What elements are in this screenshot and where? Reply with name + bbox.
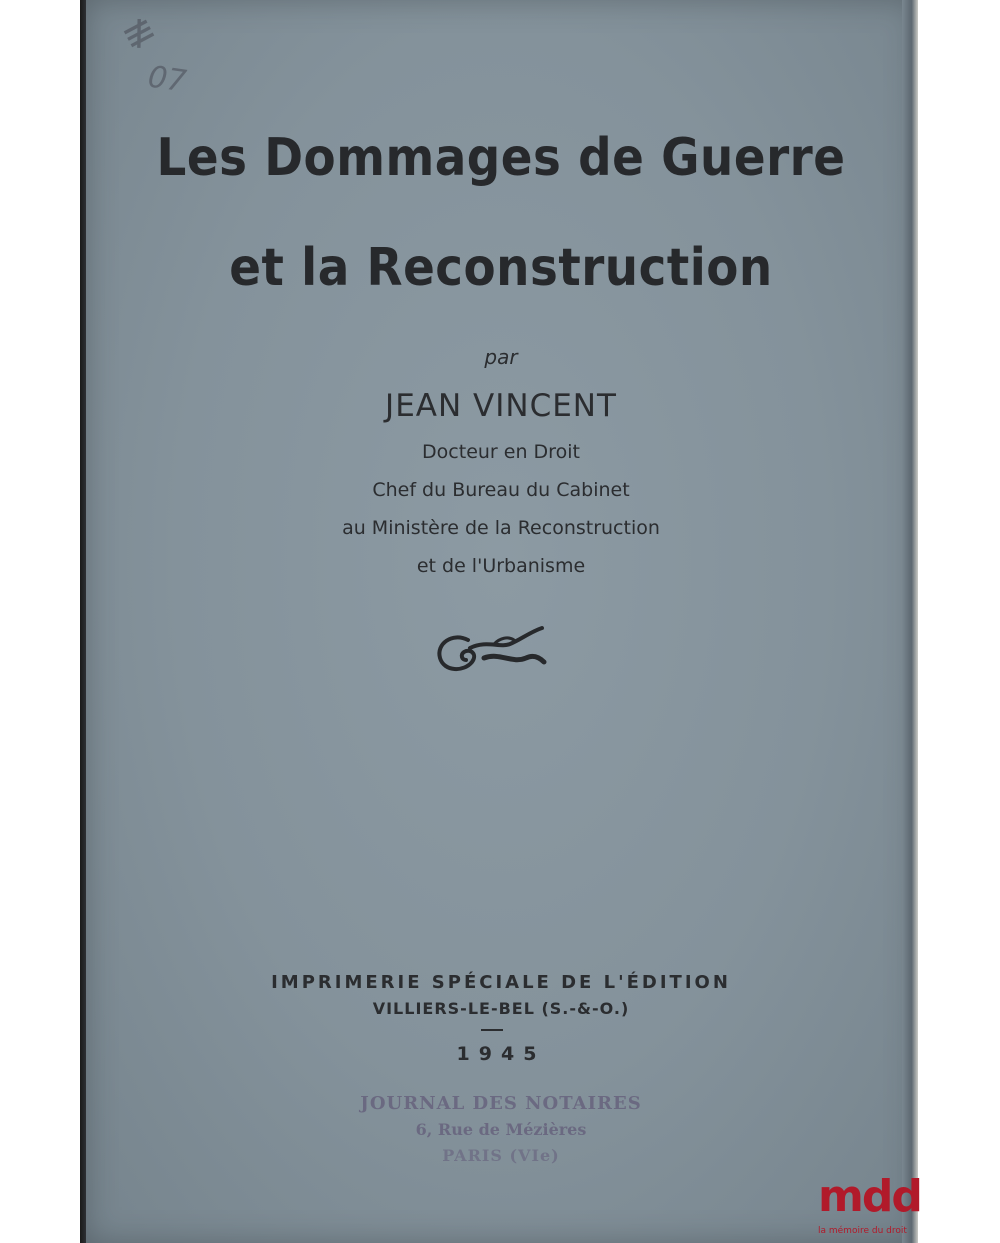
title-line-1: Les Dommages de Guerre	[156, 128, 846, 188]
credential-3: au Ministère de la Reconstruction	[342, 517, 660, 539]
author-name: JEAN VINCENT	[385, 388, 617, 424]
logo-tagline: la mémoire du droit	[818, 1226, 907, 1236]
credential-1: Docteur en Droit	[422, 441, 580, 463]
flourish-ornament-icon	[430, 618, 550, 682]
stamp-line-2: 6, Rue de Mézières	[415, 1120, 587, 1139]
publication-year: 1945	[456, 1043, 546, 1065]
title-line-2: et la Reconstruction	[229, 238, 773, 298]
pencil-stroke-icon: ≢	[113, 4, 165, 62]
credential-4: et de l'Urbanisme	[416, 555, 586, 577]
pencil-number: 07	[145, 59, 189, 100]
credential-2: Chef du Bureau du Cabinet	[372, 479, 630, 501]
publisher-place: VILLIERS-LE-BEL (S.-&-O.)	[372, 999, 630, 1018]
stamp-line-3: PARIS (VIe)	[442, 1146, 560, 1165]
logo-mark: mdd	[818, 1171, 921, 1222]
publisher-name: IMPRIMERIE SPÉCIALE DE L'ÉDITION	[271, 972, 731, 993]
mdd-logo	[818, 1171, 921, 1242]
by-label: par	[484, 345, 518, 369]
stamp-line-1: JOURNAL DES NOTAIRES	[360, 1093, 642, 1114]
divider	[481, 1029, 503, 1031]
